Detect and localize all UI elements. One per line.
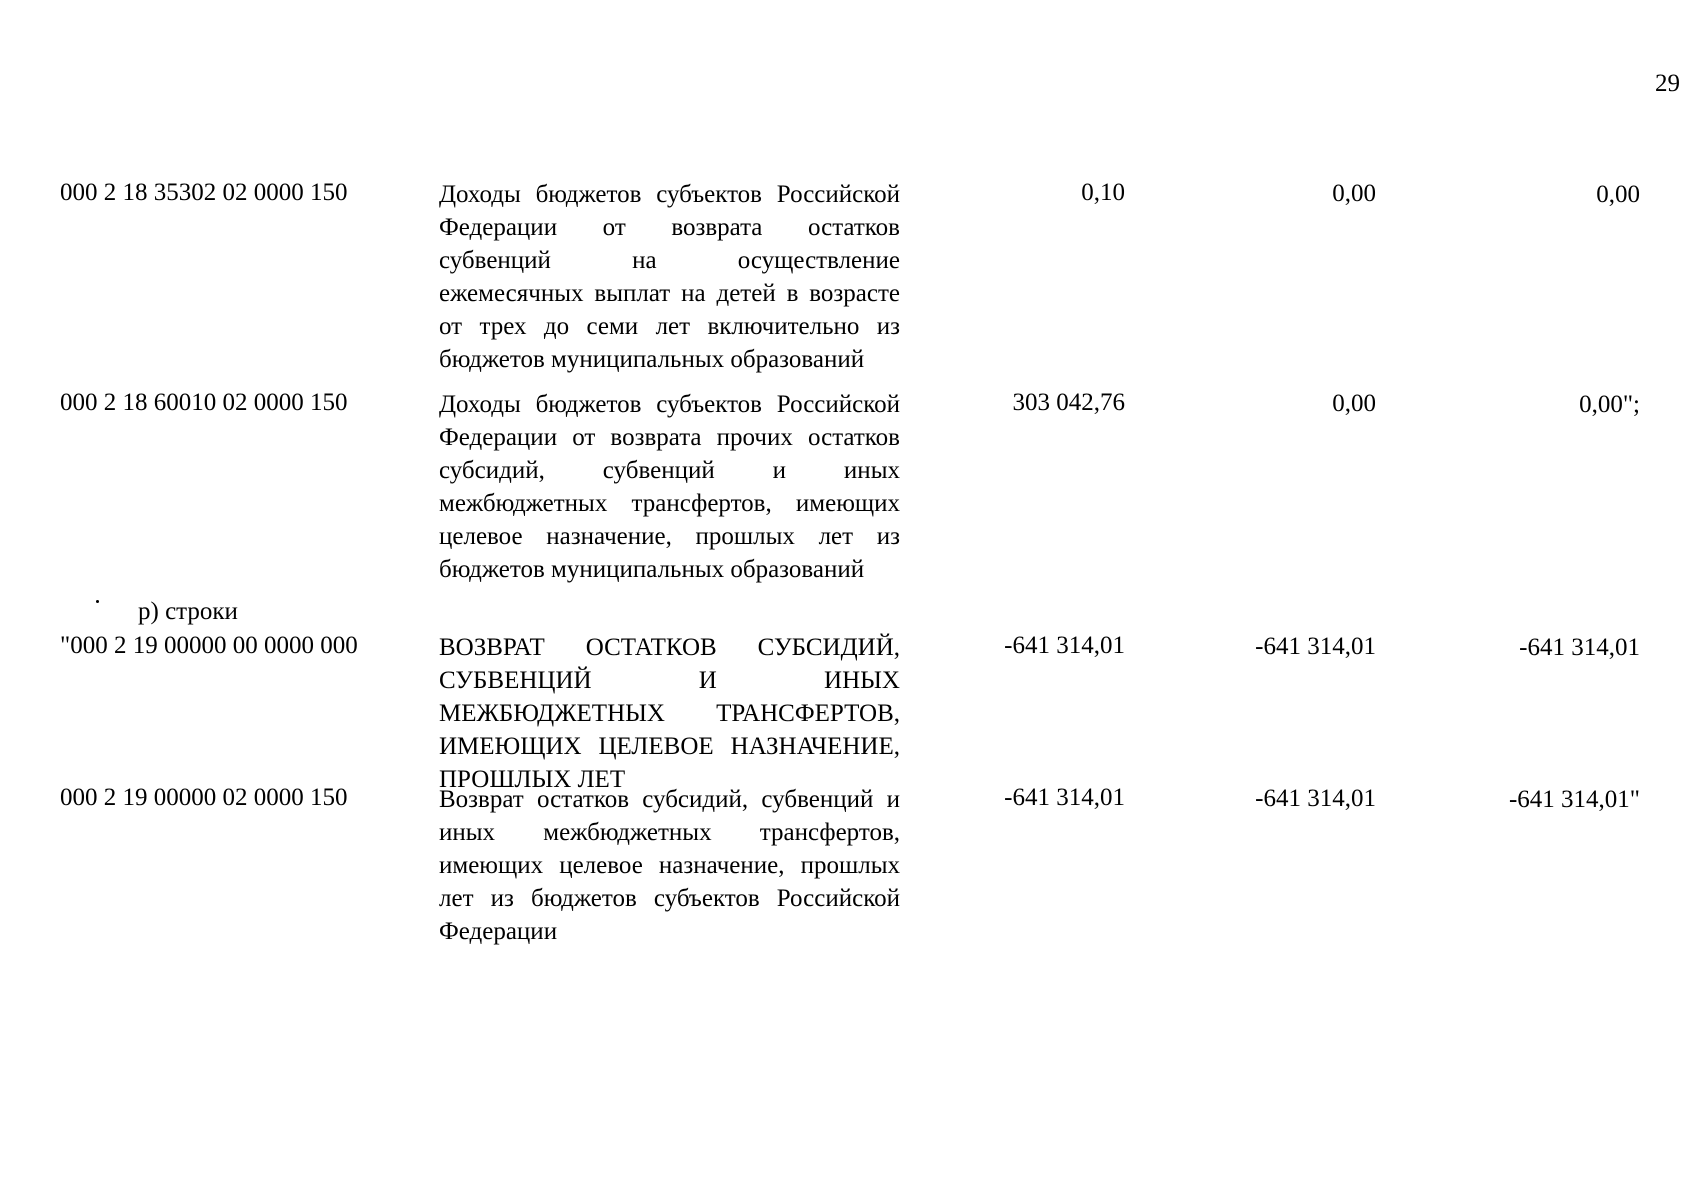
- row-description: Доходы бюджетов субъектов Российской Федерации от возврата остатков субвенций на осуществление ежемесячных выплат на детей в возрасте от трех до семи лет включительно из бюджетов муниципальных образований: [439, 181, 900, 373]
- row-value-3: -641 314,01": [1508, 786, 1640, 813]
- section-label: р) строки: [138, 598, 238, 625]
- row-value-2: -641 314,01: [1255, 633, 1376, 660]
- row-code: 000 2 18 35302 02 0000 150: [60, 179, 348, 206]
- row-description: Доходы бюджетов субъектов Российской Федерации от возврата прочих остатков субсидий, субвенций и иных межбюджетных трансфертов, имеющих целевое назначение, прошлых лет из бюджетов муниципальных образований: [439, 391, 900, 583]
- row-value-2: 0,00: [1332, 390, 1376, 417]
- stray-mark: [96, 600, 99, 603]
- row-value-2: -641 314,01: [1255, 785, 1376, 812]
- row-code: 000 2 18 60010 02 0000 150: [60, 389, 348, 416]
- row-value-2: 0,00: [1332, 180, 1376, 207]
- row-value-3: -641 314,01: [1519, 634, 1640, 661]
- row-value-3: 0,00";: [1579, 391, 1640, 418]
- row-value-1: -641 314,01: [1004, 632, 1125, 659]
- row-value-3: 0,00: [1596, 181, 1640, 208]
- row-code: 000 2 19 00000 02 0000 150: [60, 784, 348, 811]
- row-code: "000 2 19 00000 00 0000 000: [60, 632, 358, 659]
- row-description: Возврат остатков субсидий, субвенций и иных межбюджетных трансфертов, имеющих целевое назначение, прошлых лет из бюджетов субъектов Российской Федерации: [439, 786, 900, 945]
- page-number: 29: [1655, 70, 1680, 97]
- row-value-1: 0,10: [1081, 179, 1125, 206]
- row-value-1: 303 042,76: [1012, 389, 1125, 416]
- row-value-1: -641 314,01: [1004, 784, 1125, 811]
- row-description: ВОЗВРАТ ОСТАТКОВ СУБСИДИЙ, СУБВЕНЦИЙ И ИНЫХ МЕЖБЮДЖЕТНЫХ ТРАНСФЕРТОВ, ИМЕЮЩИХ ЦЕЛЕВОЕ НАЗНАЧЕНИЕ, ПРОШЛЫХ ЛЕТ: [439, 634, 900, 793]
